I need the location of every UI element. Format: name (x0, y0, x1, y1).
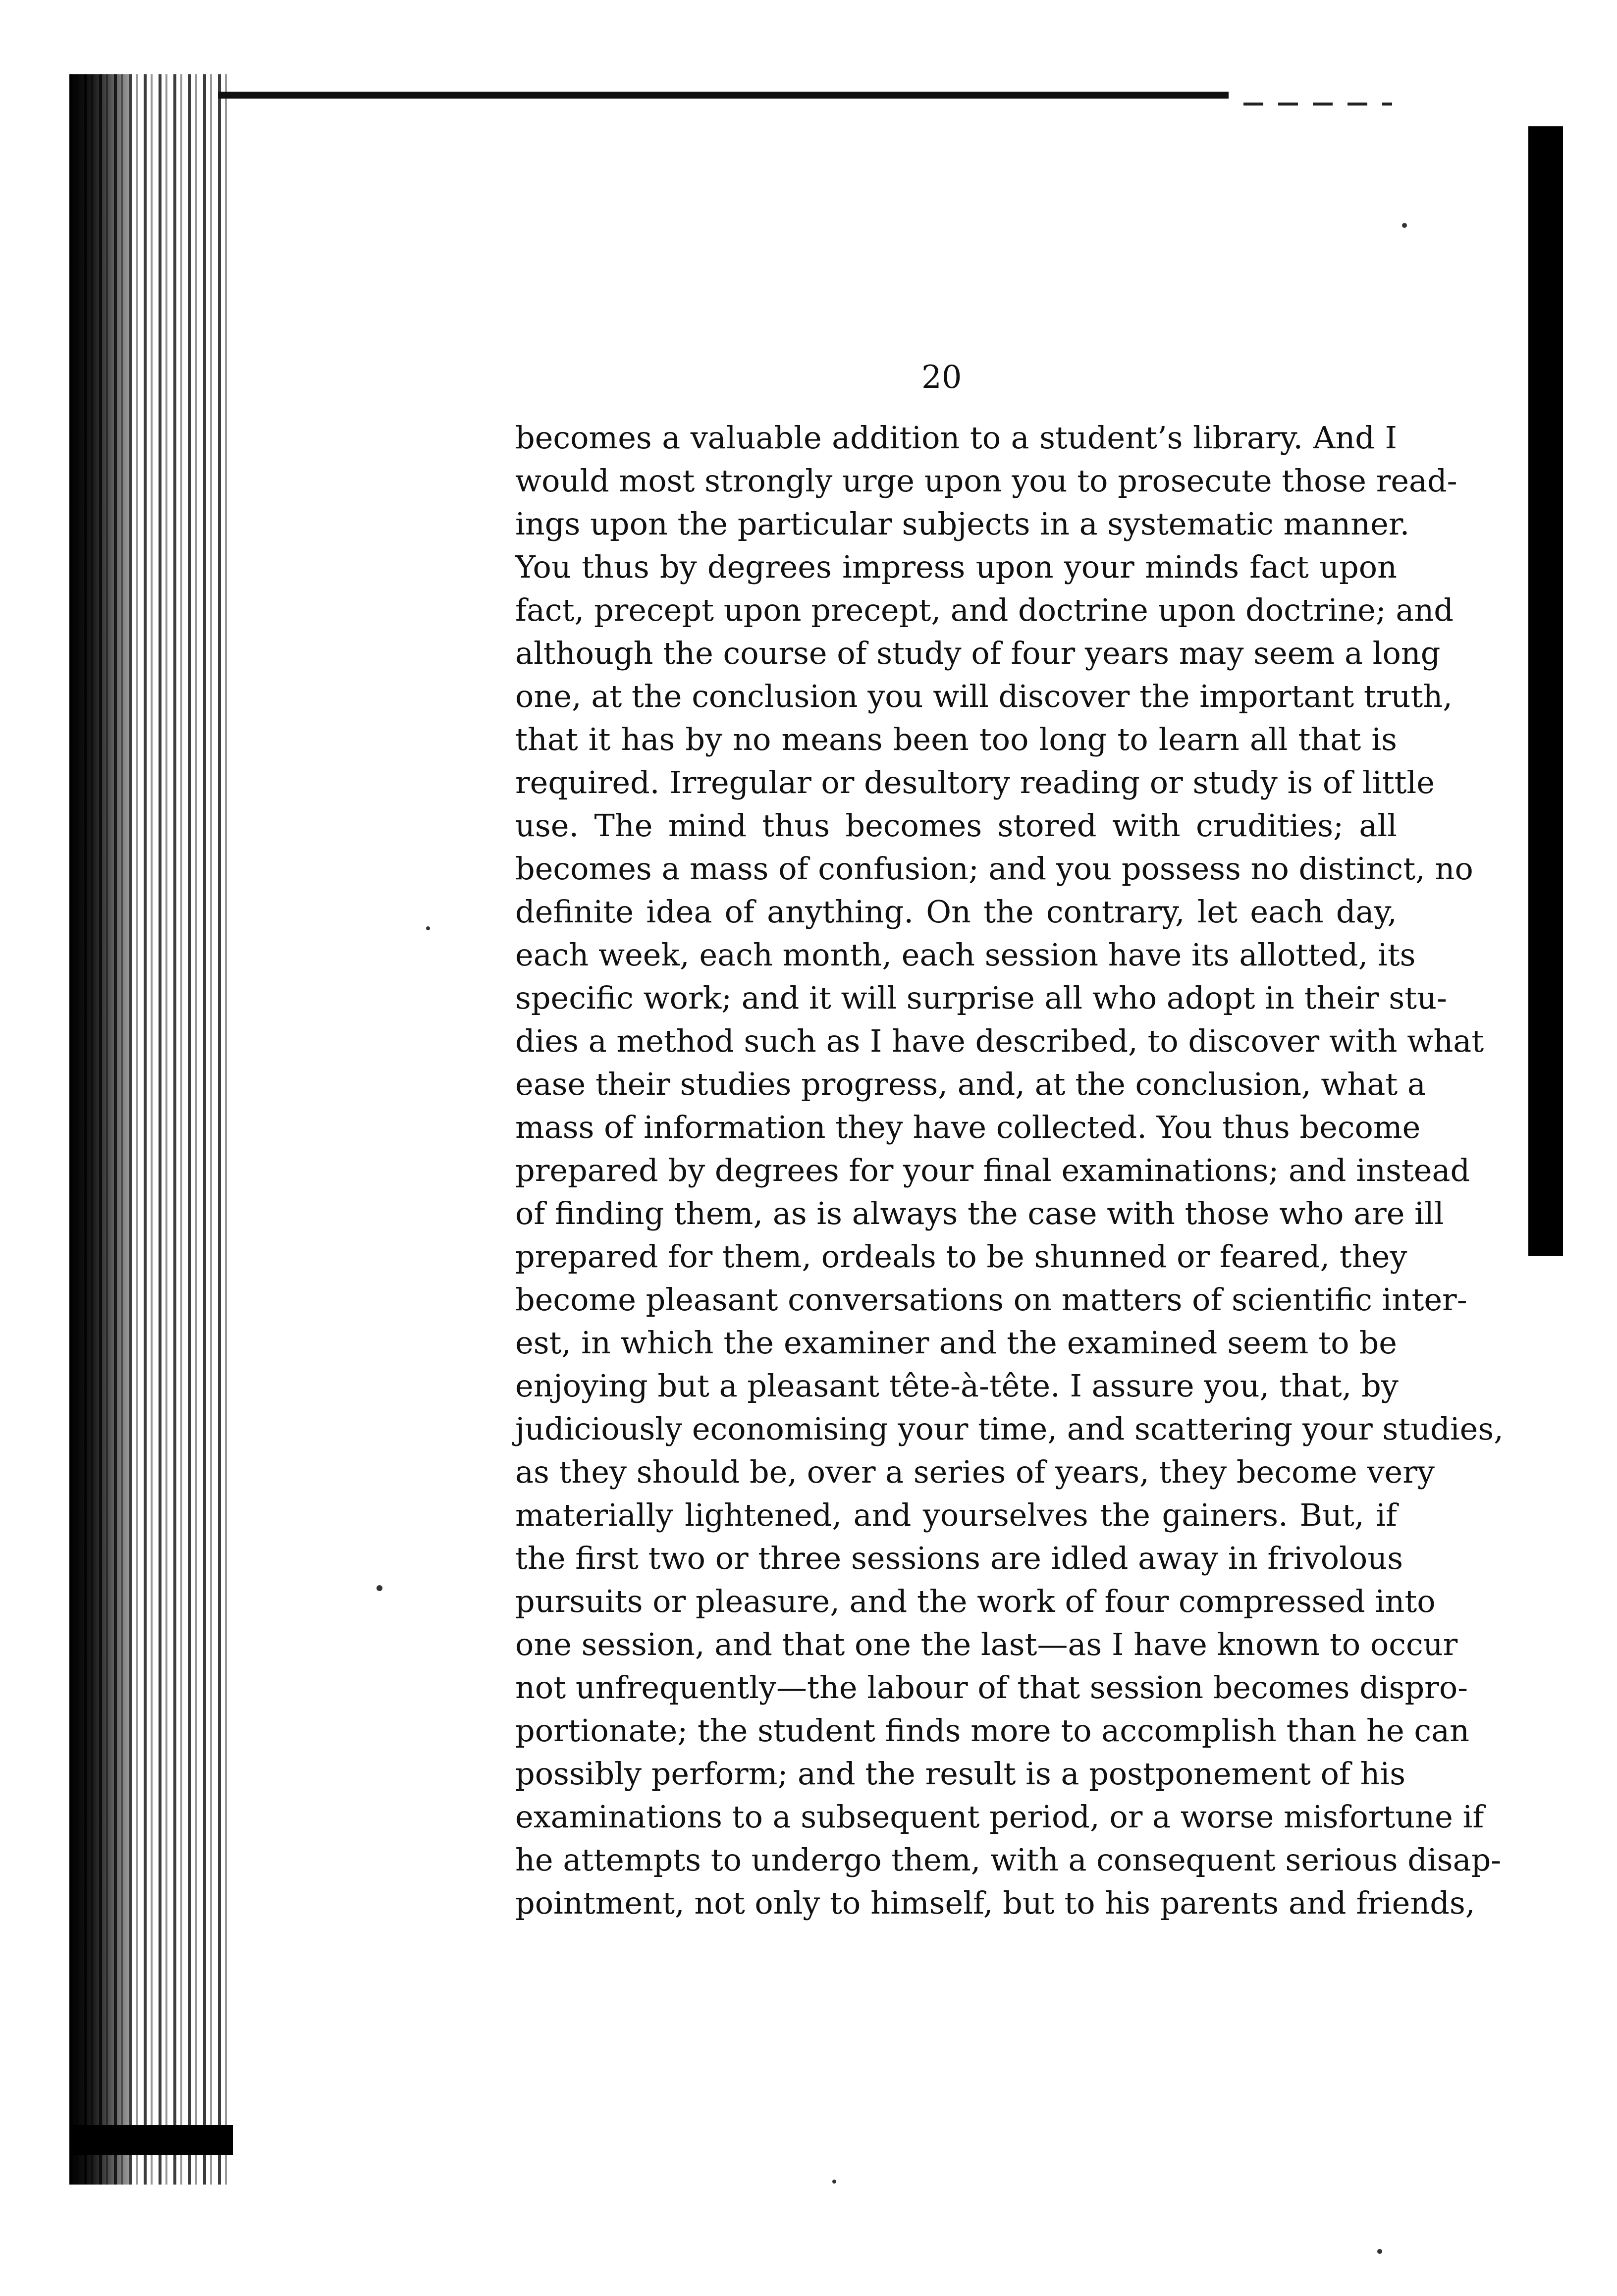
text-line: pursuits or pleasure, and the work of four compressed into (515, 1583, 1436, 1619)
text-line: of finding them, as is always the case with those who are ill (515, 1195, 1444, 1231)
text-line: one, at the conclusion you will discover the important truth, (515, 678, 1453, 714)
text-line: ease their studies progress, and, at the conclusion, what a (515, 1066, 1426, 1102)
text-line: prepared for them, ordeals to be shunned or feared, they (515, 1238, 1407, 1275)
right-edge-bar (1528, 126, 1563, 1256)
scan-speck (1402, 223, 1407, 228)
text-line: enjoying but a pleasant tête-à-tête. I assure you, that, by (515, 1368, 1399, 1404)
text-line: judiciously economising your time, and scattering your studies, (515, 1411, 1504, 1447)
text-line: mass of information they have collected. You thus become (515, 1109, 1421, 1145)
scan-speck (426, 926, 430, 930)
text-line: ings upon the particular subjects in a systematic manner. (515, 506, 1410, 542)
text-line: fact, precept upon precept, and doctrine upon doctrine; and (515, 592, 1454, 628)
text-line: materially lightened, and yourselves the gainers. But, if (515, 1497, 1397, 1533)
scan-speck (377, 1585, 382, 1591)
text-line: You thus by degrees impress upon your minds fact upon (515, 549, 1397, 585)
book-gutter-foot (69, 2125, 233, 2155)
body-text (515, 416, 1504, 1924)
text-line: specific work; and it will surprise all who adopt in their stu- (515, 980, 1447, 1016)
text-line: would most strongly urge upon you to prosecute those read- (515, 463, 1457, 499)
text-line: pointment, not only to himself, but to his parents and friends, (515, 1885, 1475, 1921)
top-edge-rule-fragment (1243, 103, 1392, 106)
text-line: est, in which the examiner and the examined seem to be (515, 1325, 1397, 1361)
text-line: each week, each month, each session have its allotted, its (515, 937, 1416, 973)
text-line: as they should be, over a series of years, they become very (515, 1454, 1435, 1490)
book-gutter (69, 74, 233, 2185)
page-number: 20 (921, 359, 962, 396)
text-line: become pleasant conversations on matters of scientific inter- (515, 1281, 1467, 1318)
text-line: possibly perform; and the result is a postponement of his (515, 1756, 1406, 1792)
text-line: he attempts to undergo them, with a consequent serious disap- (515, 1842, 1502, 1878)
text-line: the first two or three sessions are idled away in frivolous (515, 1540, 1403, 1576)
text-line: not unfrequently—the labour of that session becomes dispro- (515, 1669, 1468, 1706)
text-line: use. The mind thus becomes stored with crudities; all (515, 807, 1397, 844)
top-edge-rule (218, 92, 1229, 99)
text-line: one session, and that one the last—as I have known to occur (515, 1626, 1458, 1662)
text-line: becomes a mass of confusion; and you possess no distinct, no (515, 851, 1473, 887)
scan-speck (1377, 2249, 1382, 2254)
text-line: examinations to a subsequent period, or a worse misfortune if (515, 1799, 1484, 1835)
text-line: that it has by no means been too long to learn all that is (515, 721, 1397, 757)
text-line: becomes a valuable addition to a student’s library. And I (515, 420, 1397, 456)
text-line: dies a method such as I have described, to discover with what (515, 1023, 1484, 1059)
text-line: although the course of study of four years may seem a long (515, 635, 1441, 671)
text-line: portionate; the student finds more to accomplish than he can (515, 1712, 1469, 1749)
text-line: prepared by degrees for your final examinations; and instead (515, 1152, 1470, 1188)
scan-speck (832, 2180, 836, 2184)
text-line: definite idea of anything. On the contrary, let each day, (515, 894, 1397, 930)
text-line: required. Irregular or desultory reading or study is of little (515, 764, 1435, 801)
